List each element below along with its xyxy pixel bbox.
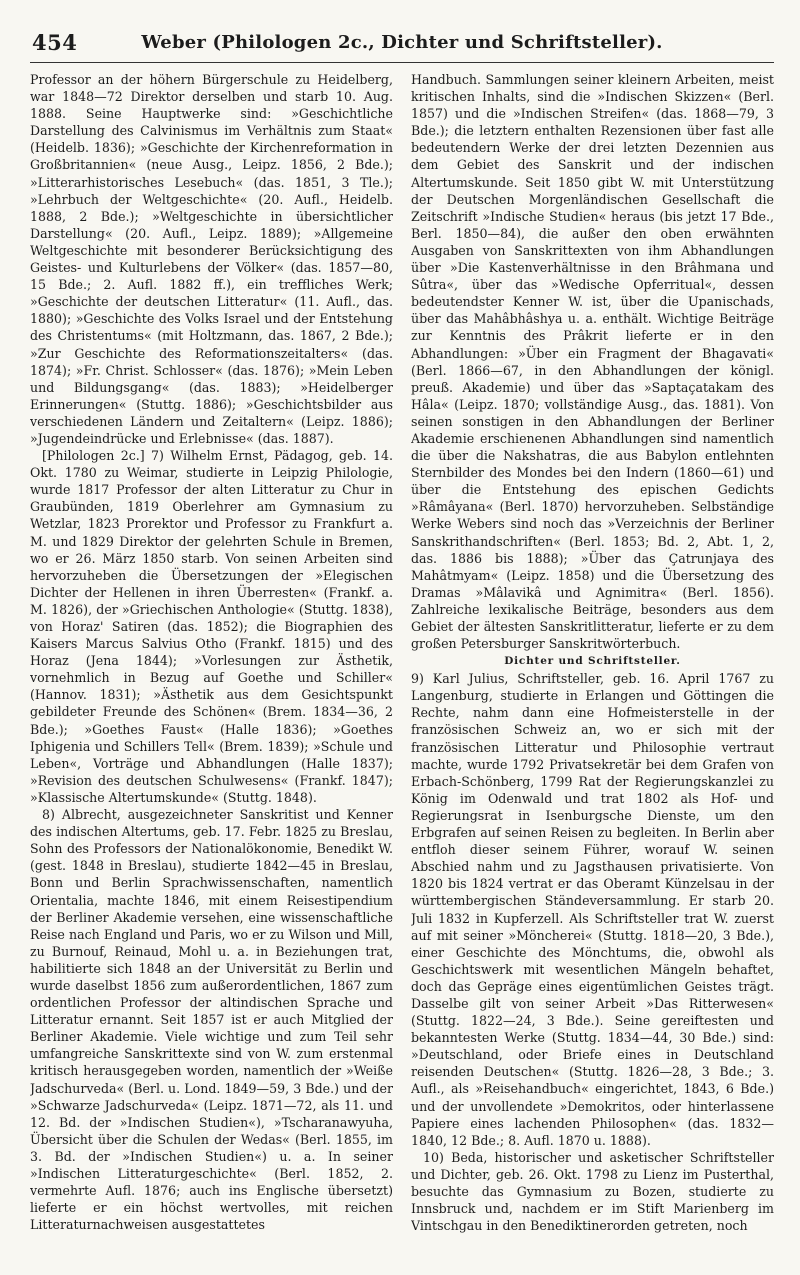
entry-weber-karl-julius: 9) Karl Julius, Schriftsteller, geb. 16. April 1767 zu Langenburg, studierte in Erlangen und Göttingen die Rechte, nahm dann eine Hofmeisterstelle in der französischen Schweiz an, wo er sich mit der französischen Litteratur und Philosophie vertraut machte, wurde 1792 Privatsekretär bei dem Grafen von Erbach-Schönberg, 1799 Rat der Regierungskanzlei zu König im Odenwald und trat 1802 als Hof- und Regierungsrat in Isenburgsche Dienste, um den Erbgrafen auf seinen Reisen zu begleiten. In Berlin aber entfloh dieser seinem Führer, worauf W. seinen Abschied nahm und zu Jagsthausen privatisierte. Von 1820 bis 1824 vertrat er das Oberamt Künzelsau in der württembergischen Ständeversammlung. Er starb 20. Juli 1832 in Kupferzell. Als Schriftsteller trat W. zuerst auf mit seiner »Möncherei« (Stuttg. 1818—20, 3 Bde.), einer Geschichte des Mönchtums, die, obwohl als Geschichtswerk mit wesentlichen Mängeln behaftet, doch das Gepräge eines eigentümlichen Geistes trägt. Dasselbe gilt von seiner Arbeit »Das Ritterwesen« (Stuttg. 1822—24, 3 Bde.). Seine gereiftesten und bekanntesten Werke (Stuttg. 1834—44, 30 Bde.) sind: »Deutschland, oder Briefe eines in Deutschland reisenden Deutschen« (Stuttg. 1826—28, 3 Bde.; 3. Aufl., als »Reisehandbuch« eingerichtet, 1843, 6 Bde.) und der unvollendete »Demokritos, oder hinterlassene Papiere eines lachenden Philosophen« (das. 1832—1840, 12 Bde.; 8. Aufl. 1870 u. 1888). bbox=[411, 671, 774, 1148]
section-heading: Dichter und Schriftsteller. bbox=[504, 655, 681, 668]
entry-weber-wilhelm-ernst: [Philologen 2c.] 7) Wilhelm Ernst, Pädagog, geb. 14. Okt. 1780 zu Weimar, studierte in Leipzig Philologie, wurde 1817 Professor der alten Litteratur zu Chur in Graubünden, 1819 Oberlehrer am Gymnasium zu Wetzlar, 1823 Prorektor und Professor zu Frankfurt a. M. und 1829 Direktor der gelehrten Schule in Bremen, wo er 26. März 1850 starb. Von seinen Arbeiten sind hervorzuheben die Übersetzungen der »Elegischen Dichter der Hellenen in ihren Überresten« (Frankf. a. M. 1826), der »Griechischen Anthologie« (Stuttg. 1838), von Horaz' Satiren (das. 1852); die Biographien des Kaisers Marcus Salvius Otho (Frankf. 1815) und des Horaz (Jena 1844); »Vorlesungen zur Ästhetik, vornehmlich in Bezug auf Goethe und Schiller« (Hannov. 1831); »Ästhetik aus dem Gesichtspunkt gebildeter Freunde des Schönen« (Brem. 1834—36, 2 Bde.); »Goethes Faust« (Halle 1836); »Goethes Iphigenia und Schillers Tell« (Brem. 1839); »Schule und Leben«, Vorträge und Abhandlungen (Halle 1837); »Revision des deutschen Schulwesens« (Frankf. 1847); »Klassische Altertumskunde« (Stuttg. 1848). bbox=[30, 448, 393, 805]
entry-weber-albrecht: 8) Albrecht, ausgezeichneter Sanskritist und Kenner des indischen Altertums, geb. 17. Febr. 1825 zu Breslau, Sohn des Professors der Nationalökonomie, Benedikt W. (gest. 1848 in Breslau), studierte 1842—45 in Breslau, Bonn und Berlin Sprachwissenschaften, namentlich Orientalia, machte 1846, mit einem Reisestipendium der Berliner Akademie versehen, eine wissenschaftliche Reise nach England und Paris, wo er zu Wilson und Mill, zu Burnouf, Reinaud, Mohl u. a. in Beziehungen trat, habilitierte sich 1848 an der Universität zu Berlin und wurde daselbst 1856 zum außerordentlichen, 1867 zum ordentlichen Professor der altindischen Sprache und Litteratur ernannt. Seit 1857 ist er auch Mitglied der Berliner Akademie. Viele wichtige und zum Teil sehr umfangreiche Sanskrittexte sind von W. zum erstenmal kritisch herausgegeben worden, namentlich der »Weiße Jadschurveda« (Berl. u. Lond. 1849—59, 3 Bde.) und der »Schwarze Jadschurveda« (Leipz. 1871—72, als 11. und 12. Bd. der »Indischen Studien«), »Tscharanawyuha, Übersicht über die Schulen der Wedas« (Berl. 1855, im 3. Bd. der »Indischen Studien«) u. a. In seiner »Indischen Litteraturgeschichte« (Berl. 1852, 2. vermehrte Aufl. 1876; auch ins Englische übersetzt) lieferte er ein höchst wertvolles, mit reichen Litteraturnachweisen ausgestattetes bbox=[30, 807, 393, 1233]
entry-weber-georg-continued: Professor an der höhern Bürgerschule zu Heidelberg, war 1848—72 Direktor derselben und starb 10. Aug. 1888. Seine Hauptwerke sind: »Geschichtliche Darstellung des Calvinismus im Verhältnis zum Staat« (Heidelb. 1836); »Geschichte der Kirchenreformation in Großbritannien« (neue Ausg., Leipz. 1856, 2 Bde.); »Litterarhistorisches Lesebuch« (das. 1851, 3 Tle.); »Lehrbuch der Weltgeschichte« (20. Aufl., Heidelb. 1888, 2 Bde.); »Weltgeschichte in übersichtlicher Darstellung« (20. Aufl., Leipz. 1889); »Allgemeine Weltgeschichte mit besonderer Berücksichtigung des Geistes- und Kulturlebens der Völker« (das. 1857—80, 15 Bde.; 2. Aufl. 1882 ff.), ein treffliches Werk; »Geschichte der deutschen Litteratur« (11. Aufl., das. 1880); »Geschichte des Volks Israel und der Entstehung des Christentums« (mit Holtzmann, das. 1867, 2 Bde.); »Zur Geschichte des Reformationszeitalters« (das. 1874); »Fr. Christ. Schlosser« (das. 1876); »Mein Leben und Bildungsgang« (das. 1883); »Heidelberger Erinnerungen« (Stuttg. 1886); »Geschichtsbilder aus verschiedenen Ländern und Zeitaltern« (Leipz. 1886); »Jugendeindrücke und Erlebnisse« (das. 1887). bbox=[30, 72, 393, 446]
page-header bbox=[30, 26, 774, 63]
running-head: Weber (Philologen 2c., Dichter und Schriftsteller). bbox=[141, 32, 663, 53]
entry-weber-beda: 10) Beda, historischer und asketischer Schriftsteller und Dichter, geb. 26. Okt. 1798 zu Lienz im Pusterthal, besuchte das Gymnasium zu Bozen, studierte zu Innsbruck und, nachdem er im Stift Marienberg im Vintschgau in den Benediktinerorden getreten, noch bbox=[411, 1149, 774, 1234]
entry-weber-albrecht-continued: Handbuch. Sammlungen seiner kleinern Arbeiten, meist kritischen Inhalts, sind die »Indischen Skizzen« (Berl. 1857) und die »Indischen Streifen« (das. 1868—79, 3 Bde.); die letztern enthalten Rezensionen über fast alle bedeutendern Werke der drei letzten Dezennien aus dem Gebiet des Sanskrit und der indischen Altertumskunde. Seit 1850 gibt W. mit Unterstützung der Deutschen Morgenländischen Gesellschaft die Zeitschrift »Indische Studien« heraus (bis jetzt 17 Bde., Berl. 1850—84), die außer den oben erwähnten Ausgaben von Sanskrittexten von ihm Abhandlungen über »Die Kastenverhältnisse in den Brâhmana und Sûtra«, über das »Wedische Opferritual«, dessen bedeutendster Kenner W. ist, über die Upanischads, über das Mahâbhâshya u. a. enthält. Wichtige Beiträge zur Kenntnis des Prâkrit lieferte er in den Abhandlungen: »Über ein Fragment der Bhagavati« (Berl. 1866—67, in den Abhandlungen der königl. preuß. Akademie) und über das »Saptaçatakam des Hâla« (Leipz. 1870; vollständige Ausg., das. 1881). Von seinen sonstigen in den Abhandlungen der Berliner Akademie erschienenen Abhandlungen sind namentlich die über die Nakshatras, die aus Babylon entlehnten Sternbilder des Mondes bei den Indern (1860—61) und über die Entstehung des epischen Gedichts »Râmâyana« (Berl. 1870) hervorzuheben. Selbständige Werke Webers sind noch das »Verzeichnis der Berliner Sanskrithandschriften« (Berl. 1853; Bd. 2, Abt. 1, 2, das. 1886 bis 1888); »Über das Çatrunjaya des Mahâtmyam« (Leipz. 1858) und die Übersetzung des Dramas »Mâlavikâ und Agnimitra« (Berl. 1856). Zahlreiche lexikalische Beiträge, besonders aus dem Gebiet der ältesten Sanskritlitteratur, lieferte er zu dem großen Petersburger Sanskritwörterbuch. bbox=[411, 72, 774, 652]
page-number: 454 bbox=[32, 30, 78, 55]
left-column bbox=[30, 71, 393, 1251]
right-column bbox=[411, 71, 774, 1251]
text-columns bbox=[30, 71, 774, 1251]
